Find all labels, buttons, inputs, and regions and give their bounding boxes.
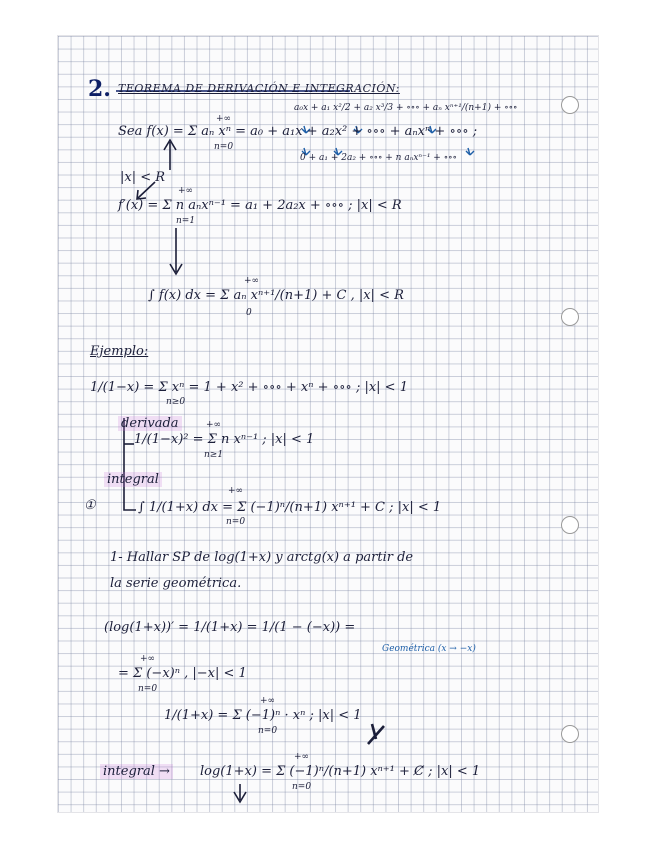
- section-number: 2.: [88, 76, 111, 102]
- sum-lower-limit: n=0: [214, 142, 234, 152]
- sum-lower-limit: n=0: [226, 517, 246, 527]
- sum-lower-limit: n=0: [138, 684, 158, 694]
- geometric-substitution-note: Geométrica (x → −x): [382, 644, 476, 654]
- sum-lower-limit: n≥0: [166, 397, 186, 407]
- geometric-series: 1/(1−x) = Σ xⁿ = 1 + x² + ∘∘∘ + xⁿ + ∘∘∘ ; |x| < 1: [90, 380, 408, 395]
- sum-lower-limit: n=0: [292, 782, 312, 792]
- sum-lower-limit: n≥1: [204, 450, 224, 460]
- log-derivative-step: (log(1+x))′ = 1/(1+x) = 1/(1 − (−x)) =: [104, 620, 356, 635]
- geometric-integral: ∫ 1/(1+x) dx = Σ (−1)ⁿ/(n+1) xⁿ⁺¹ + C ; |x| < 1: [138, 500, 442, 515]
- reciprocal-series: 1/(1+x) = Σ (−1)ⁿ · xⁿ ; |x| < 1: [164, 708, 362, 723]
- sum-upper-limit: +∞: [178, 186, 194, 196]
- sum-upper-limit: +∞: [244, 276, 260, 286]
- sum-lower-limit: 0: [246, 308, 252, 318]
- integrated-terms: a₀x + a₁ x²/2 + a₂ x³/3 + ∘∘∘ + aₙ xⁿ⁺¹/(n+1) + ∘∘∘: [294, 103, 518, 113]
- circled-one-mark: ①: [84, 498, 96, 513]
- integral-theorem: ∫ f(x) dx = Σ aₙ xⁿ⁺¹/(n+1) + C , |x| < R: [148, 288, 404, 303]
- sum-lower-limit: n=0: [258, 726, 278, 736]
- geometric-derivative: 1/(1−x)² = Σ n xⁿ⁻¹ ; |x| < 1: [134, 432, 315, 447]
- power-series-definition: Sea f(x) = Σ aₙ xⁿ = a₀ + a₁x + a₂x² + ∘∘∘ + aₙxⁿ + ∘∘∘ ;: [118, 124, 478, 139]
- exercise-statement: 1- Hallar SP de log(1+x) y arctg(x) a partir de: [110, 550, 414, 565]
- section-title: TEOREMA DE DERIVACIÓN E INTEGRACIÓN:: [118, 82, 400, 95]
- log-series-result: log(1+x) = Σ (−1)ⁿ/(n+1) xⁿ⁺¹ + C̸ ; |x| < 1: [200, 764, 481, 779]
- example-label: Ejemplo:: [90, 344, 149, 359]
- sum-upper-limit: +∞: [260, 696, 276, 706]
- exercise-statement-continued: la serie geométrica.: [110, 576, 242, 591]
- sum-lower-limit: n=1: [176, 216, 196, 226]
- convergence-radius: |x| < R: [120, 170, 166, 185]
- sum-upper-limit: +∞: [228, 486, 244, 496]
- sum-upper-limit: +∞: [206, 420, 222, 430]
- sum-upper-limit: +∞: [294, 752, 310, 762]
- sum-upper-limit: +∞: [140, 654, 156, 664]
- derived-terms: 0 + a₁ + 2a₂ + ∘∘∘ + n aₙxⁿ⁻¹ + ∘∘∘: [300, 153, 457, 163]
- sum-upper-limit: +∞: [216, 114, 232, 124]
- geometric-substitution: = Σ (−x)ⁿ , |−x| < 1: [118, 666, 247, 681]
- crossed-constant: [368, 724, 384, 744]
- derivada-label: derivada: [118, 416, 182, 431]
- integral-arrow-label: integral →: [100, 764, 173, 779]
- integral-label: integral: [104, 472, 162, 487]
- derivative-theorem: f′(x) = Σ n aₙxⁿ⁻¹ = a₁ + 2a₂x + ∘∘∘ ; |x| < R: [118, 198, 402, 213]
